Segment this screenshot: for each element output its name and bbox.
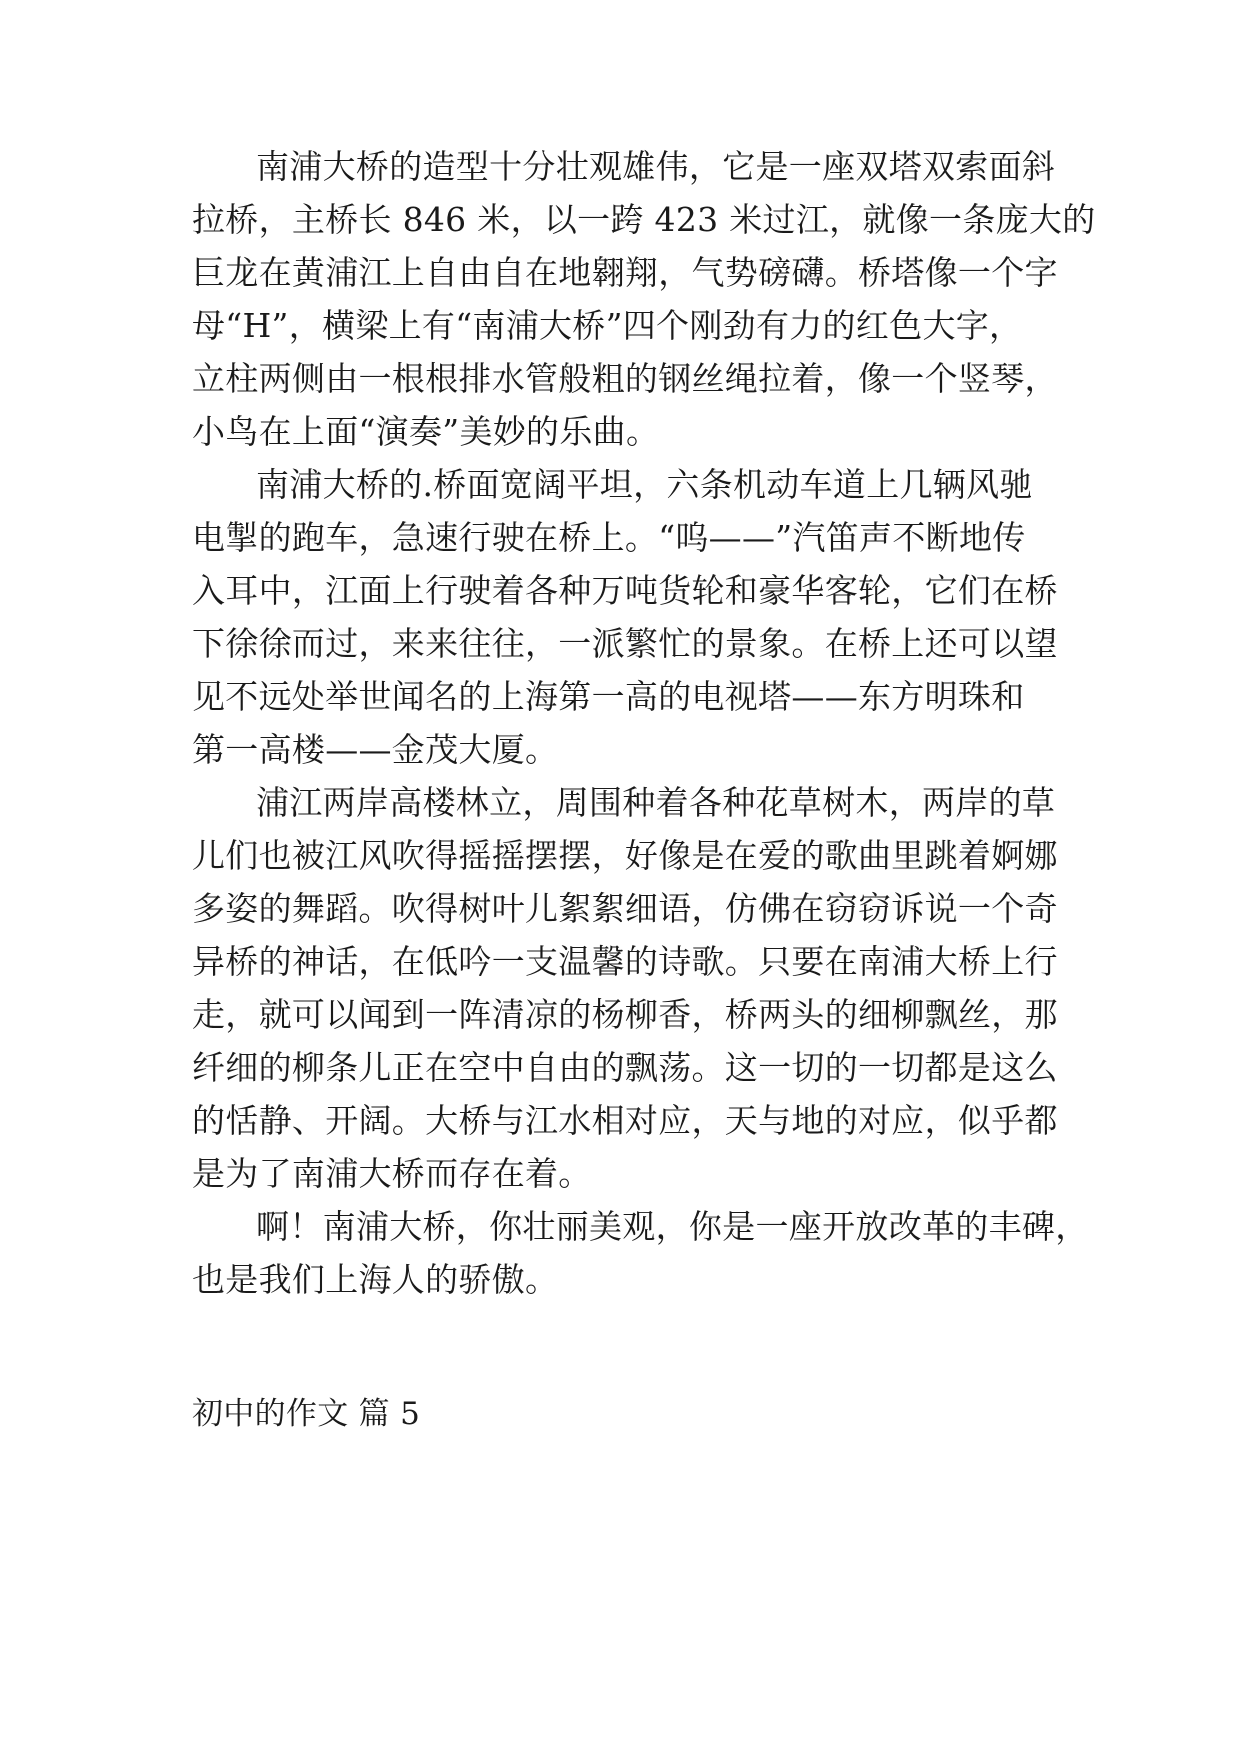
text-line: 是为了南浦大桥而存在着。 (192, 1154, 592, 1193)
text-line: 纤细的柳条儿正在空中自由的飘荡。这一切的一切都是这么 (192, 1048, 1058, 1087)
text-line: 立柱两侧由一根根排水管般粗的钢丝绳拉着，像一个竖琴， (192, 359, 1058, 398)
section-heading: 初中的作文 篇 5 (192, 1396, 421, 1432)
text-line: 电掣的跑车，急速行驶在桥上。“呜——”汽笛声不断地传 (192, 518, 1026, 557)
text-line: 多姿的舞蹈。吹得树叶儿絮絮细语，仿佛在窃窃诉说一个奇 (192, 889, 1058, 928)
text-line: 南浦大桥的.桥面宽阔平坦，六条机动车道上几辆风驰 (256, 465, 1033, 504)
text-line: 浦江两岸高楼林立，周围种着各种花草树木，两岸的草 (256, 783, 1056, 822)
text-line: 拉桥，主桥长 846 米，以一跨 423 米过江，就像一条庞大的 (192, 200, 1096, 239)
text-line: 巨龙在黄浦江上自由自在地翱翔，气势磅礴。桥塔像一个字 (192, 253, 1058, 292)
text-line: 异桥的神话，在低吟一支温馨的诗歌。只要在南浦大桥上行 (192, 942, 1058, 981)
text-line: 的恬静、开阔。大桥与江水相对应，天与地的对应，似乎都 (192, 1101, 1058, 1140)
text-line: 母“H”，横梁上有“南浦大桥”四个刚劲有力的红色大字， (192, 306, 1023, 345)
text-line: 小鸟在上面“演奏”美妙的乐曲。 (192, 412, 660, 451)
text-line: 走，就可以闻到一阵清凉的杨柳香，桥两头的细柳飘丝，那 (192, 995, 1058, 1034)
text-line: 见不远处举世闻名的上海第一高的电视塔——东方明珠和 (192, 677, 1025, 716)
text-line: 也是我们上海人的骄傲。 (192, 1260, 559, 1299)
text-line: 啊！南浦大桥，你壮丽美观，你是一座开放改革的丰碑， (256, 1207, 1089, 1246)
text-line: 南浦大桥的造型十分壮观雄伟，它是一座双塔双索面斜 (256, 147, 1056, 186)
text-line: 入耳中，江面上行驶着各种万吨货轮和豪华客轮，它们在桥 (192, 571, 1058, 610)
text-line: 第一高楼——金茂大厦。 (192, 730, 559, 769)
text-line: 儿们也被江风吹得摇摇摆摆，好像是在爱的歌曲里跳着婀娜 (192, 836, 1058, 875)
text-line: 下徐徐而过，来来往往，一派繁忙的景象。在桥上还可以望 (192, 624, 1058, 663)
